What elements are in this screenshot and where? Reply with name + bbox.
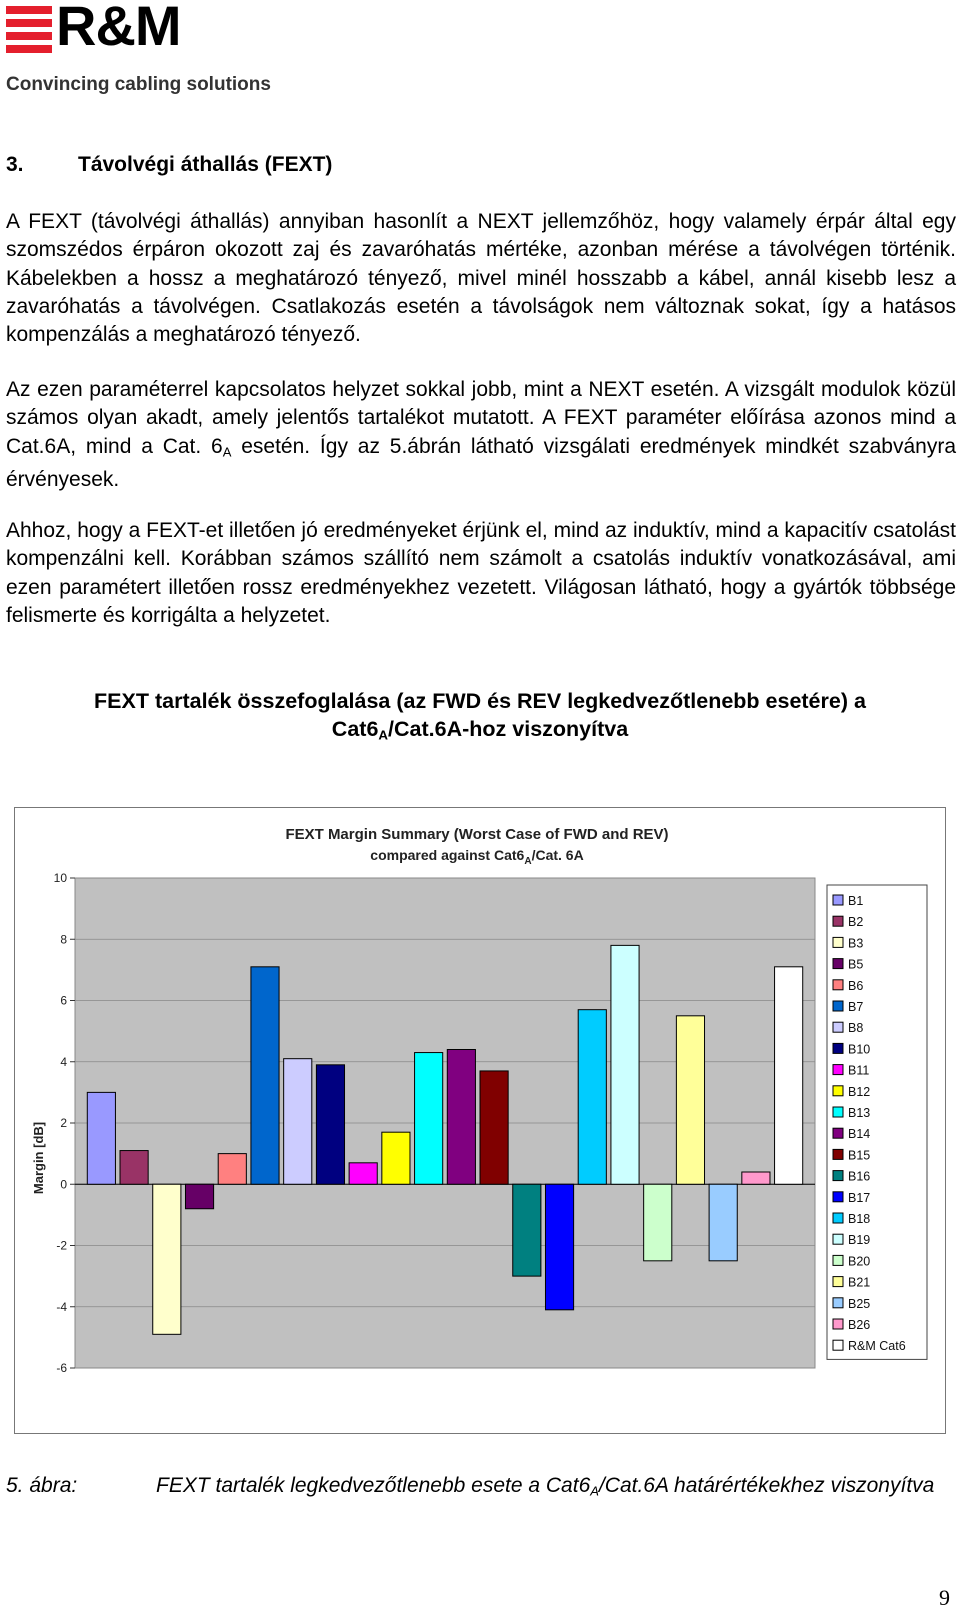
bar-b16	[513, 1184, 541, 1276]
logo-tagline: Convincing cabling solutions	[6, 74, 271, 95]
bar-b7	[251, 967, 279, 1184]
legend-label: B5	[848, 957, 864, 972]
y-axis-label: Margin [dB]	[31, 1121, 46, 1195]
legend-label: B1	[848, 894, 864, 908]
legend-label: B19	[848, 1233, 871, 1248]
bar-b12	[382, 1132, 410, 1184]
bar-b11	[349, 1163, 377, 1184]
legend	[827, 885, 927, 1359]
y-tick-label: 8	[60, 932, 67, 947]
legend-swatch	[833, 1319, 843, 1329]
bar-b15	[480, 1071, 508, 1184]
legend-label: B7	[848, 1000, 864, 1014]
bar-b19	[611, 945, 639, 1184]
legend-label: B16	[848, 1169, 871, 1184]
section-number: 3.	[6, 153, 24, 176]
legend-swatch	[833, 1340, 843, 1350]
page-number: 9	[939, 1585, 950, 1610]
bar-b14	[447, 1050, 475, 1185]
legend-label: B14	[848, 1127, 871, 1142]
legend-swatch	[833, 1213, 843, 1223]
legend-swatch	[833, 1277, 843, 1287]
y-tick-label: -4	[56, 1299, 67, 1314]
caption-text: FEXT tartalék legkedvezőtlenebb esete a $Cat6_A/Cat.6A$ határértékekhez viszonyítva	[156, 1474, 935, 1499]
legend-label: B11	[848, 1063, 870, 1078]
legend-swatch	[833, 1086, 843, 1096]
bar-b21	[676, 1016, 704, 1184]
legend-label: B3	[848, 936, 864, 951]
legend-swatch	[833, 1192, 843, 1202]
legend-swatch	[833, 1171, 843, 1181]
bar-b1	[87, 1092, 115, 1184]
fext-chart	[14, 807, 946, 1434]
logo-bars-icon	[6, 6, 52, 58]
legend-label: B20	[848, 1254, 871, 1269]
chart-subtitle: compared against $Cat6_A$/Cat. 6A	[370, 847, 584, 867]
y-tick-label: 0	[60, 1177, 67, 1192]
legend-label: B21	[848, 1275, 871, 1290]
y-tick-label: 2	[60, 1116, 67, 1130]
y-tick-label: 4	[60, 1054, 67, 1069]
bar-b6	[218, 1154, 246, 1185]
legend-swatch	[833, 1255, 843, 1265]
bar-b20	[644, 1184, 672, 1261]
paragraph-3: Ahhoz, hogy a FEXT-et illetően jó eredményeket érjünk el, mind az induktív, mind a kapacitív csatolást kompenzálni kell. Korábban számos szállító nem számolt a csatolás induktív vonatkozásával, ami ezen paramétert illetően rossz eredményekhez vezetett. Világosan látható, hogy a gyártók többsége felismerte és korrigálta a helyzetet.	[6, 519, 956, 627]
legend-swatch	[833, 1065, 843, 1075]
legend-label: B13	[848, 1106, 871, 1120]
bar-b13	[415, 1053, 443, 1185]
chart-svg	[15, 808, 945, 1433]
rm-logo	[6, 0, 286, 96]
legend-swatch	[833, 980, 843, 990]
legend-swatch	[833, 916, 843, 926]
legend-swatch	[833, 1234, 843, 1244]
legend-label: B25	[848, 1296, 871, 1311]
legend-swatch	[833, 1043, 843, 1053]
legend-swatch	[833, 1001, 843, 1011]
figure-title: FEXT tartalék összefoglalása (az FWD és REV legkedvezőtlenebb esetére) a $Cat6_A/Cat.6A$-hoz viszonyítva	[94, 689, 866, 743]
caption-label: 5. ábra:	[6, 1474, 78, 1497]
bar-b8	[284, 1059, 312, 1185]
legend-label: B15	[848, 1148, 871, 1163]
y-tick-label: -2	[56, 1238, 67, 1253]
bar-b3	[153, 1184, 181, 1334]
logo-brand: R&M	[56, 0, 181, 57]
y-tick-label: -6	[56, 1361, 67, 1375]
bar-b17	[545, 1184, 573, 1310]
legend-label: B12	[848, 1084, 871, 1099]
paragraph-2: Az ezen paraméterrel kapcsolatos helyzet sokkal jobb, mint a NEXT esetén. A vizsgált modulok közül számos olyan akadt, amely jelentős tartalékot mutatott. A FEXT paraméter előírása azonos mind a Cat.6A, mind a Cat. $6_A$ esetén. Így az 5.ábrán látható vizsgálati eredmények mindkét szabványra érvényesek.	[6, 378, 957, 492]
y-tick-label: 6	[60, 993, 67, 1008]
legend-label: R&M Cat6	[848, 1339, 906, 1354]
y-tick-label: 10	[53, 871, 67, 885]
chart-title: FEXT Margin Summary (Worst Case of FWD and REV)	[285, 826, 669, 843]
legend-label: B17	[848, 1190, 871, 1205]
legend-label: B8	[848, 1021, 864, 1036]
legend-label: B2	[848, 915, 864, 930]
bar-b10	[316, 1065, 344, 1184]
legend-label: B6	[848, 978, 864, 993]
legend-label: B18	[848, 1212, 871, 1226]
bar-b26	[742, 1172, 770, 1184]
bar-b18	[578, 1010, 606, 1185]
legend-swatch	[833, 1298, 843, 1308]
legend-swatch	[833, 1107, 843, 1117]
section-title: Távolvégi áthallás (FEXT)	[78, 153, 333, 176]
bar-b5	[185, 1184, 213, 1209]
legend-label: B10	[848, 1042, 871, 1057]
legend-swatch	[833, 937, 843, 947]
legend-swatch	[833, 1149, 843, 1159]
legend-swatch	[833, 1128, 843, 1138]
legend-swatch	[833, 959, 843, 969]
section-heading	[6, 153, 332, 177]
legend-swatch	[833, 1022, 843, 1032]
paragraph-1: A FEXT (távolvégi áthallás) annyiban hasonlít a NEXT jellemzőhöz, hogy valamely érpár által egy szomszédos érpáron okozott zaj és zavaróhatás mértéke, azonban mérése a távolvégen történik. Kábelekben a hossz a meghatározó tényező, mivel minél hosszabb a kábel, annál kisebb lesz a zavaróhatás a távolvégen. Csatlakozás esetén a távolságok nem változnak sokat, így a hatásos kompenzálás a meghatározó tényező.	[6, 210, 956, 347]
bar-b25	[709, 1184, 737, 1261]
bar-r-m-cat6	[775, 967, 803, 1184]
legend-swatch	[833, 895, 843, 905]
bar-b2	[120, 1151, 148, 1185]
legend-label: B26	[848, 1318, 871, 1332]
